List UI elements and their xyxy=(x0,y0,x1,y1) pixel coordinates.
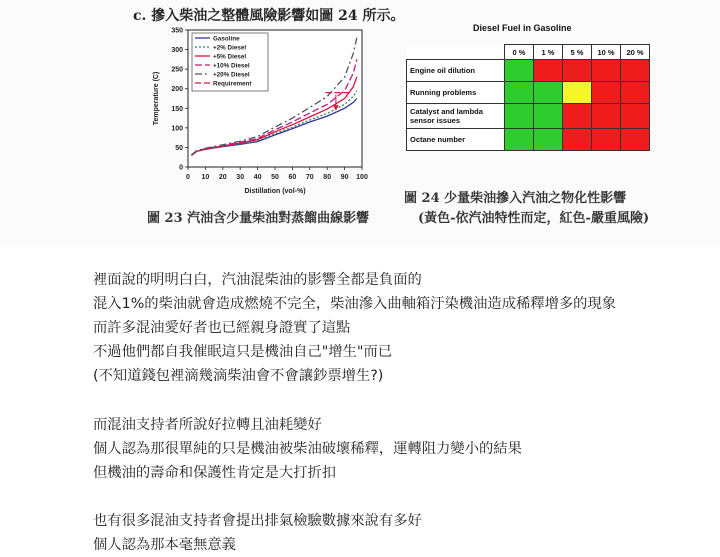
y-tick-label: 0 xyxy=(179,164,183,172)
figure23-caption: 圖 23 汽油含少量柴油對蒸餾曲線影響 xyxy=(147,211,370,226)
risk-cell xyxy=(563,129,592,151)
body-line xyxy=(93,485,616,509)
y-tick-label: 50 xyxy=(175,144,183,152)
x-tick-label: 40 xyxy=(253,174,262,181)
x-tick-label: 60 xyxy=(288,174,297,181)
legend-label: +20% Diesel xyxy=(213,71,250,79)
body-line: 混入1%的柴油就會造成燃燒不完全，柴油滲入曲軸箱汙染機油造成稀釋增多的現象 xyxy=(93,296,617,313)
scanned-report-image xyxy=(0,0,720,245)
body-line: 而許多混油愛好者也已經親身證實了這點 xyxy=(93,320,351,337)
legend-label: +10% Diesel xyxy=(213,62,250,70)
risk-cell xyxy=(505,104,534,129)
risk-cell xyxy=(505,60,534,82)
column-header: 10 % xyxy=(592,45,621,60)
x-tick-label: 50 xyxy=(271,174,279,181)
body-line: 但機油的壽命和保護性肯定是大打折扣 xyxy=(93,464,337,481)
y-tick-label: 350 xyxy=(171,27,183,35)
table-title: Diesel Fuel in Gasoline xyxy=(473,23,572,33)
row-label: Octane number xyxy=(407,129,505,151)
risk-cell xyxy=(621,60,650,82)
body-line: 也有很多混油支持者會提出排氣檢驗數據來說有多好 xyxy=(93,512,422,529)
x-tick-label: 10 xyxy=(201,174,210,181)
risk-cell xyxy=(534,82,563,104)
table-corner xyxy=(407,45,505,60)
risk-cell xyxy=(592,104,621,129)
body-line: 個人認為那很單純的只是機油被柴油破壞稀釋，運轉阻力變小的結果 xyxy=(93,440,522,457)
risk-cell xyxy=(534,60,563,82)
table-row xyxy=(407,82,650,104)
legend-label: +2% Diesel xyxy=(213,44,247,52)
y-tick-label: 300 xyxy=(171,47,183,55)
diesel-risk-table xyxy=(406,44,650,151)
table-row xyxy=(407,104,650,129)
y-tick-label: 150 xyxy=(171,105,183,113)
risk-cell xyxy=(563,82,592,104)
x-tick-label: 70 xyxy=(305,174,314,181)
table-header-row xyxy=(407,45,650,60)
section-heading: c. 摻入柴油之整體風險影響如圖 24 所示。 xyxy=(133,8,405,24)
risk-cell xyxy=(505,129,534,151)
x-tick-label: 80 xyxy=(323,174,332,181)
risk-cell xyxy=(621,129,650,151)
x-tick-label: 90 xyxy=(340,174,349,181)
body-line: 裡面說的明明白白，汽油混柴油的影響全都是負面的 xyxy=(93,272,422,288)
body-line xyxy=(93,388,616,412)
risk-cell xyxy=(534,129,563,151)
x-tick-label: 100 xyxy=(356,174,368,181)
x-tick-label: 20 xyxy=(218,174,227,181)
column-header: 5 % xyxy=(563,45,592,60)
risk-cell xyxy=(563,104,592,129)
column-header: 1 % xyxy=(534,45,563,60)
y-axis-label: Temperature (C) xyxy=(153,71,160,126)
row-label: Running problems xyxy=(407,82,505,104)
legend-label: Requirement xyxy=(213,80,252,88)
risk-cell xyxy=(534,104,563,129)
figure24-caption-line2: (黃色-依汽油特性而定，紅色-嚴重風險) xyxy=(418,211,650,226)
risk-cell xyxy=(592,60,621,82)
column-header: 0 % xyxy=(505,45,534,60)
risk-cell xyxy=(563,60,592,82)
body-line: 而混油支持者所說好拉轉且油耗變好 xyxy=(93,416,322,433)
y-tick-label: 100 xyxy=(171,125,183,133)
body-line: 個人認為那本毫無意義 xyxy=(93,537,236,554)
y-tick-label: 250 xyxy=(171,66,183,74)
body-line: 不過他們都自我催眠這只是機油自己"增生"而已 xyxy=(93,344,393,361)
legend-label: Gasoline xyxy=(213,35,240,43)
risk-cell xyxy=(505,82,534,104)
legend-label: +5% Diesel xyxy=(213,53,247,61)
distillation-chart xyxy=(140,22,375,202)
x-tick-label: 0 xyxy=(186,174,190,181)
table-row xyxy=(407,60,650,82)
risk-cell xyxy=(592,82,621,104)
row-label: Catalyst and lambda sensor issues xyxy=(407,104,505,129)
row-label: Engine oil dilution xyxy=(407,60,505,82)
column-header: 20 % xyxy=(621,45,650,60)
figure24-caption-line1: 圖 24 少量柴油摻入汽油之物化性影響 xyxy=(404,191,627,206)
y-tick-label: 200 xyxy=(171,86,183,94)
table-row xyxy=(407,129,650,151)
body-line: (不知道錢包裡滴幾滴柴油會不會讓鈔票增生?) xyxy=(93,368,384,385)
risk-cell xyxy=(621,104,650,129)
post-body xyxy=(93,268,616,557)
x-axis-label: Distillation (vol-%) xyxy=(244,188,306,195)
risk-cell xyxy=(621,82,650,104)
x-tick-label: 30 xyxy=(236,174,245,181)
risk-cell xyxy=(592,129,621,151)
